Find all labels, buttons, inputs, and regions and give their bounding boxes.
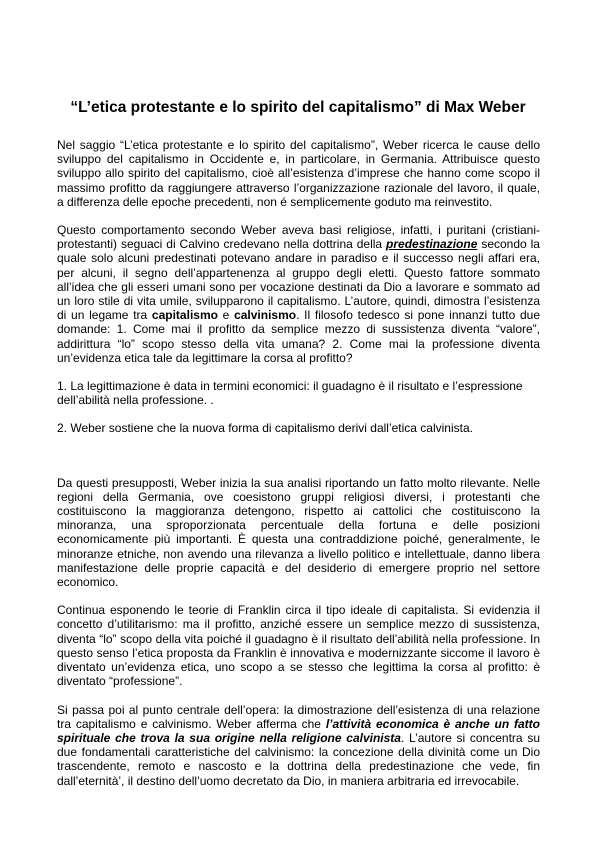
document-title: “L’etica protestante e lo spirito del capitalismo” di Max Weber [70,99,526,116]
paragraph-germany-analysis: Da questi presupposti, Weber inizia la sua analisi riportando un fatto molto rilevante. Nelle regioni della Germania, ove coesistono gruppi religiosi diversi, i protestanti che costituiscono la maggioranza detengono, rispetto ai cattolici che costituiscono la minoranza, una sproporzionata percentuale della fortuna e delle posizioni economicamente più importanti. È questa una contraddizione poiché, generalmente, le minoranze etniche, non avendo una rilevanza a livello politico e intellettuale, danno libera manifestazione delle proprie capacità e del desiderio di emergere proprio nel settore economico. [57,475,540,590]
list-item-2: 2. Weber sostiene che la nuova forma di capitalismo derivi dall’etica calvinista. [57,421,473,436]
emphasis-predestinazione: predestinazione [386,237,478,252]
emphasis-calvinismo: calvinismo [234,308,297,323]
emphasis-economic-activity: l’attività economica è anche un fatto spirituale che trova la sua origine nella religione calvinista [57,716,541,745]
document-body [57,138,540,788]
text-run: Si passa poi al punto centrale dell’opera: la dimostrazione dell’esistenza di una relazione tra capitalismo e calvinismo. Weber afferma che [57,702,540,731]
list-item-1: 1. La legittimazione è data in termini economici: il guadagno è il risultato e l’espressione dell’abilità nella professione. . [57,379,523,408]
paragraph-central-point [57,703,540,788]
paragraph-religious-basis [57,223,540,365]
text-run: Questo comportamento secondo Weber aveva basi religiose, infatti, i puritani (cristiani-protestanti) seguaci di Calvino credevano nella dottrina della [57,223,540,252]
emphasis-capitalismo: capitalismo [151,308,218,323]
text-run: e [217,308,235,323]
text-run: secondo la quale solo alcuni predestinati potevano andare in paradiso e il successo negli affari era, per alcuni, il segno dell’appartenenza al gruppo degli eletti. Questo fattore sommato all’idea che gli esseri umani sono per vocazione destinati da Dio a lavorare e sommato ad un loro stile di vita umile, svilupparono il capitalismo. L’autore, quindi, dimostra l’esistenza di un legame tra [57,237,540,323]
paragraph-intro: Nel saggio “L’etica protestante e lo spirito del capitalismo”, Weber ricerca le cause dello sviluppo del capitalismo in Occidente e, in particolare, in Germania. Attribuisce questo sviluppo allo spirito del capitalismo, cioè all’esistenza d’imprese che hanno come scopo il massimo profitto da raggiungere attraverso l’organizzazione razionale del lavoro, il quale, a differenza delle epoche precedenti, non é semplicemente goduto ma reinvestito. [57,138,540,209]
text-run: . L’autore si concentra su due fondamentali caratteristiche del calvinismo: la concezione della divinità come un Dio trascendente, remoto e nascosto e la dottrina della predestinazione che vede, fin dall’eternità’, il destino dell’uomo decretato da Dio, in maniera arbitraria ed irrevocabile. [57,730,540,788]
paragraph-franklin: Continua esponendo le teorie di Franklin circa il tipo ideale di capitalista. Si evidenzia il concetto d’utilitarismo: ma il profitto, anziché essere un semplice mezzo di sussistenza, diventa “lo” scopo della vita poiché il guadagno è il risultato dell’abilità nella professione. In questo senso l’etica proposta da Franklin è innovativa e modernizzante siccome il lavoro è diventato un’evidenza etica, uno scopo a se stesso che legittima la corsa al profitto: è diventato “professione”. [57,603,540,689]
text-run: . Il filosofo tedesco si pone innanzi tutto due domande: 1. Come mai il profitto da semplice mezzo di sussistenza diventa “valore”, addirittura “lo” scopo stesso della vita umana? 2. Come mai la professione diventa un’evidenza etica tale da legittimare la corsa al profitto? [57,308,540,365]
